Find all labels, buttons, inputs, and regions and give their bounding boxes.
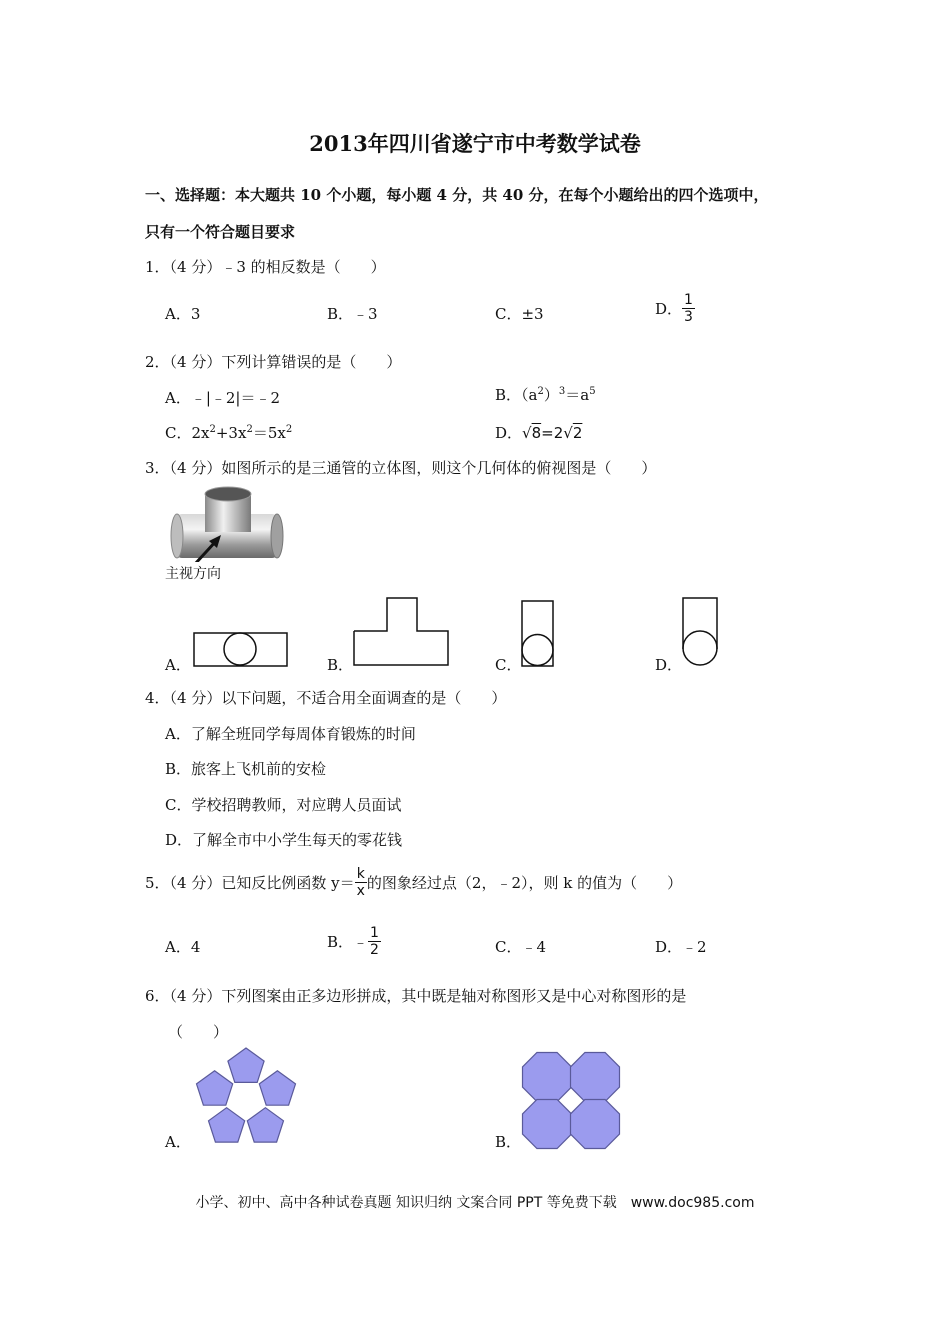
q3-a-figure — [193, 632, 289, 668]
q1-option-d-label: D． — [655, 300, 683, 318]
q1-fraction-denominator: 3 — [684, 309, 693, 325]
page-footer: 小学、初中、高中各种试卷真题 知识归纳 文案合同 PPT 等免费下载 www.doc985.com — [195, 1195, 755, 1211]
q6-answer-paren: （ ） — [168, 1023, 229, 1041]
q2-radicand-1: 8 — [531, 424, 542, 442]
q6-option-a: A． — [165, 1133, 191, 1151]
q2-c-exp-c: 2 — [285, 424, 293, 435]
q5-option-d: D．﹣2 — [655, 938, 707, 956]
section-heading-line2: 只有一个符合题目要求 — [145, 223, 296, 241]
q3-b-figure — [353, 597, 451, 667]
q1-option-a: A．3 — [165, 305, 201, 323]
octagon-2 — [571, 1053, 620, 1102]
q5-b-label: B．﹣ — [327, 933, 369, 951]
q2-b-eq: ＝a — [565, 386, 590, 404]
q5-b-denominator: 2 — [370, 942, 379, 958]
question-5-stem — [145, 866, 682, 899]
c-circle — [522, 635, 553, 666]
a-circle — [224, 633, 256, 665]
pentagon-2 — [259, 1071, 295, 1105]
pentagon-5 — [197, 1071, 233, 1105]
section-heading-line1: 一、选择题：本大题共 10 个小题，每小题 4 分，共 40 分，在每个小题给出的四个选项中， — [145, 186, 769, 204]
pipe-right-end — [271, 514, 283, 558]
q3-option-b: B． — [327, 656, 354, 674]
q1-fraction-numerator: 1 — [684, 292, 693, 308]
q2-b-text: B．（a — [495, 386, 538, 404]
q6-b-octagon-grid — [523, 1053, 621, 1149]
q4-option-d: D．了解全市中小学生每天的零花钱 — [165, 831, 403, 849]
q1-option-c: C．±3 — [495, 305, 544, 323]
question-4-stem: 4．（4 分）以下问题，不适合用全面调查的是（ ） — [145, 689, 507, 707]
q4-option-b: B．旅客上飞机前的安检 — [165, 760, 327, 778]
q5-fraction — [355, 866, 367, 899]
q2-d-label: D． — [495, 424, 523, 442]
pipe-left-end — [171, 514, 183, 558]
q1-option-d — [655, 292, 695, 325]
q5-stem-pre: 5．（4 分）已知反比例函数 y＝ — [145, 874, 355, 892]
octagon-4 — [571, 1100, 620, 1149]
q5-fraction-denominator: x — [356, 883, 365, 899]
d-open-rectangle — [683, 598, 717, 649]
q4-option-c: C．学校招聘教师，对应聘人员面试 — [165, 796, 402, 814]
octagon-3 — [523, 1100, 572, 1149]
q5-option-b — [327, 925, 381, 958]
q3-d-figure — [681, 597, 721, 669]
q2-radical-2: √2 — [563, 424, 583, 442]
q3-option-d: D． — [655, 656, 683, 674]
q2-b-exp-2: 2 — [537, 386, 544, 397]
q2-radicand-2: 2 — [572, 424, 583, 442]
question-6-stem: 6．（4 分）下列图案由正多边形拼成，其中既是轴对称图形又是中心对称图形的是 — [145, 987, 687, 1005]
q2-option-a: A．﹣|﹣2|＝﹣2 — [165, 389, 281, 407]
question-2-stem: 2．（4 分）下列计算错误的是（ ） — [145, 353, 402, 371]
tee-pipe-photo — [163, 486, 283, 586]
q2-b-exp-5: 5 — [589, 386, 596, 397]
q5-b-numerator: 1 — [370, 925, 379, 941]
q5-b-fraction — [368, 925, 381, 958]
q5-option-a: A．4 — [165, 938, 201, 956]
q2-d-eq: =2 — [541, 424, 564, 442]
pentagon-4 — [209, 1108, 245, 1142]
page-title: 2013年四川省遂宁市中考数学试卷 — [309, 131, 641, 156]
q2-c-mid: +3x — [215, 424, 247, 442]
q3-option-a: A． — [165, 656, 191, 674]
pentagon-1 — [228, 1048, 264, 1082]
q2-option-d — [495, 422, 582, 443]
q3-c-figure — [521, 600, 555, 668]
question-1-stem: 1．（4 分）﹣3 的相反数是（ ） — [145, 258, 386, 276]
q5-stem-post: 的图象经过点（2，﹣2），则 k 的值为（ ） — [366, 874, 683, 892]
q2-b-exp-3: 3 — [558, 386, 566, 397]
q6-option-b: B． — [495, 1133, 522, 1151]
a-rectangle — [194, 633, 287, 666]
q2-radical-1: √8 — [522, 424, 542, 442]
c-rectangle — [522, 601, 553, 666]
q2-b-paren: ） — [543, 386, 559, 404]
q2-c-exp-a: 2 — [209, 424, 216, 435]
q1-option-b: B．﹣3 — [327, 305, 378, 323]
question-3-stem: 3．（4 分）如图所示的是三通管的立体图，则这个几何体的俯视图是（ ） — [145, 459, 657, 477]
q5-fraction-numerator: k — [355, 866, 367, 883]
q3-option-c: C． — [495, 656, 522, 674]
q2-option-c — [165, 422, 292, 443]
b-t-shape — [354, 598, 448, 665]
q2-c-exp-b: 2 — [246, 424, 253, 435]
q5-option-c: C．﹣4 — [495, 938, 547, 956]
pentagon-3 — [247, 1108, 283, 1142]
q2-option-b — [495, 384, 596, 405]
photo-caption: 主视方向 — [165, 566, 221, 582]
q1-fraction — [682, 292, 695, 325]
q2-c-text: C．2x — [165, 424, 210, 442]
d-circle — [683, 631, 717, 665]
pipe-top-opening — [205, 487, 251, 501]
octagon-1 — [523, 1053, 572, 1102]
q2-c-eq: ＝5x — [252, 424, 286, 442]
q6-a-pentagon-ring — [190, 1048, 302, 1148]
q4-option-a: A．了解全班同学每周体育锻炼的时间 — [165, 725, 416, 743]
